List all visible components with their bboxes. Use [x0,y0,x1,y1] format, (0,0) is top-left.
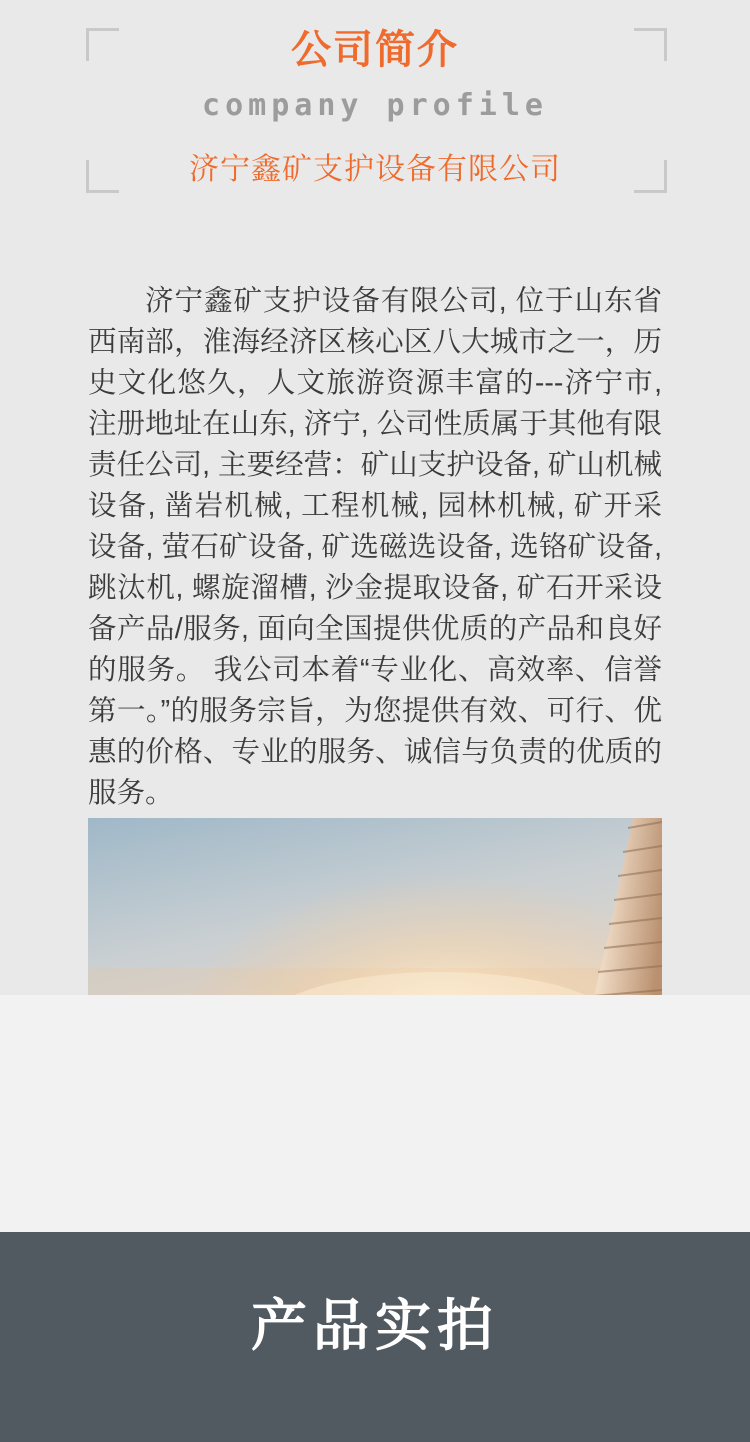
page-title: 公司简介 [291,28,459,72]
product-photos-title: 产品实拍 [251,1294,499,1357]
company-intro-paragraph: 济宁鑫矿支护设备有限公司, 位于山东省西南部，淮海经济区核心区八大城市之一，历史文化悠久，人文旅游资源丰富的---济宁市, 注册地址在山东, 济宁, 公司性质属于其他有限责任公司, 主要经营：矿山支护设备, 矿山机械设备, 凿岩机械, 工程机械, 园林机械, 矿开采设备, 萤石矿设备, 矿选磁选设备, 选铬矿设备, 跳汰机, 螺旋溜槽, 沙金提取设备, 矿石开采设备产品/服务, 面向全国提供优质的产品和良好的服务。 我公司本着“专业化、高效率、信誉第一。”的服务宗旨，为您提供有效、可行、优惠的价格、专业的服务、诚信与负责的优质的服务。 [88,285,662,809]
spacer-band [0,995,750,1232]
section-header [0,0,750,230]
company-name: 济宁鑫矿支护设备有限公司 [189,153,561,186]
page-subtitle-en: company profile [202,88,548,123]
